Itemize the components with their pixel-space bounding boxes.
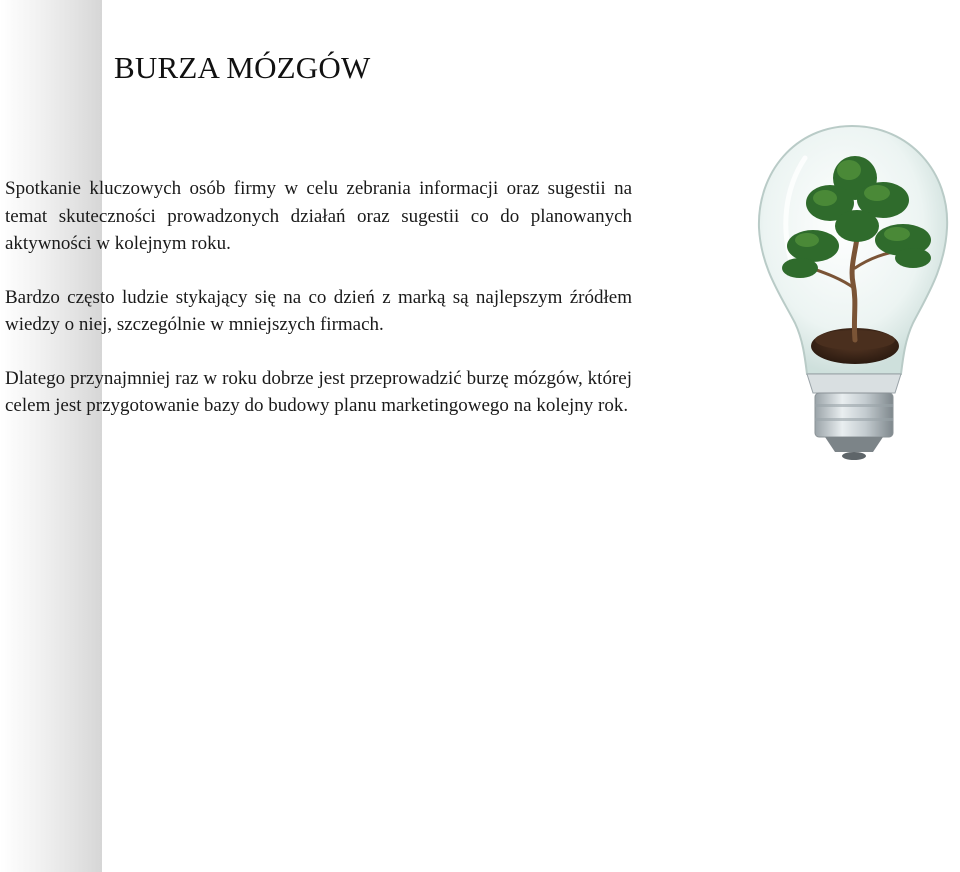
- paragraph-brainstorm: Dlatego przynajmniej raz w roku dobrze jest przeprowadzić burzę mózgów, której celem jest przygotowanie bazy do budowy planu marketingowego na kolejny rok.: [5, 367, 632, 416]
- slide-body: [5, 175, 632, 446]
- paragraph-meeting: Spotkanie kluczowych osób firmy w celu zebrania informacji oraz sugestii na temat skuteczności prowadzonych działań oraz sugestii co do planowanych aktywności w kolejnym roku.: [5, 178, 632, 254]
- slide-title: BURZA MÓZGÓW: [114, 50, 371, 85]
- lightbulb-with-tree-icon: [745, 118, 960, 468]
- paragraph-people: Bardzo często ludzie stykający się na co dzień z marką są najlepszym źródłem wiedzy o niej, szczególnie w mniejszych firmach.: [5, 286, 632, 335]
